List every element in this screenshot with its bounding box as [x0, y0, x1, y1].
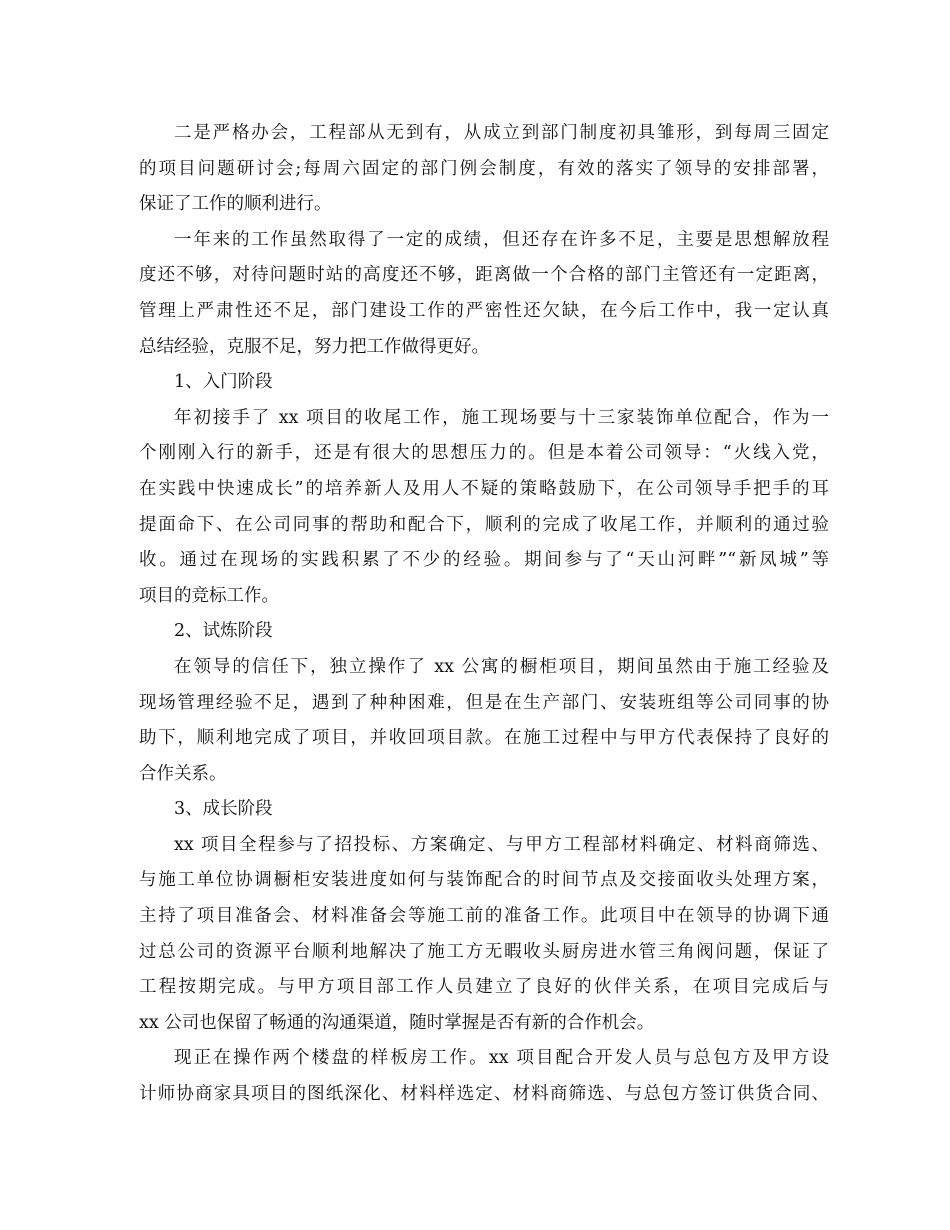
- paragraph-line: 在领导的信任下，独立操作了 xx 公寓的橱柜项目，期间虽然由于施工经验及: [174, 656, 829, 677]
- paragraph-line: 总结经验，克服不足，努力把工作做得更好。: [139, 336, 489, 357]
- paragraph-line: xx 项目全程参与了招投标、方案确定、与甲方工程部材料确定、材料商筛选、: [174, 834, 829, 855]
- paragraph-line: 计师协商家具项目的图纸深化、材料样选定、材料商筛选、与总包方签订供货合同、: [139, 1084, 829, 1105]
- paragraph-line: 现正在操作两个楼盘的样板房工作。xx 项目配合开发人员与总包方及甲方设: [174, 1048, 829, 1069]
- paragraph-line: xx 公司也保留了畅通的沟通渠道，随时掌握是否有新的合作机会。: [139, 1012, 655, 1033]
- paragraph-line: 一年来的工作虽然取得了一定的成绩，但还存在许多不足，主要是思想解放程: [174, 229, 829, 250]
- paragraph-line: 保证了工作的顺利进行。: [139, 194, 332, 215]
- paragraph-line: 个刚刚入行的新手，还是有很大的思想压力的。但是本着公司领导：“火线入党，: [139, 443, 829, 464]
- paragraph-line: 的项目问题研讨会;每周六固定的部门例会制度，有效的落实了领导的安排部署，: [139, 158, 829, 179]
- paragraph-line: 在实践中快速成长”的培养新人及用人不疑的策略鼓励下，在公司领导手把手的耳: [139, 478, 829, 499]
- paragraph-line: 度还不够，对待问题时站的高度还不够，距离做一个合格的部门主管还有一定距离，: [139, 265, 829, 286]
- paragraph-line: 助下，顺利地完成了项目，并收回项目款。在施工过程中与甲方代表保持了良好的: [139, 728, 829, 749]
- paragraph-line: 工程按期完成。与甲方项目部工作人员建立了良好的伙伴关系，在项目完成后与: [139, 977, 829, 998]
- paragraph-line: 项目的竞标工作。: [139, 585, 279, 606]
- paragraph-line: 与施工单位协调橱柜安装进度如何与装饰配合的时间节点及交接面收头处理方案，: [139, 870, 829, 891]
- section-heading: 2、试炼阶段: [174, 621, 273, 642]
- paragraph-line: 合作关系。: [139, 763, 227, 784]
- paragraph-line: 现场管理经验不足，遇到了种种困难，但是在生产部门、安装班组等公司同事的协: [139, 692, 829, 713]
- section-heading: 3、成长阶段: [174, 799, 273, 820]
- paragraph-line: 二是严格办会，工程部从无到有，从成立到部门制度初具雏形，到每周三固定: [174, 123, 829, 143]
- paragraph-line: 管理上严肃性还不足，部门建设工作的严密性还欠缺，在今后工作中，我一定认真: [139, 300, 829, 321]
- paragraph-line: 提面命下、在公司同事的帮助和配合下，顺利的完成了收尾工作，并顺利的通过验: [139, 514, 829, 535]
- paragraph-line: 过总公司的资源平台顺利地解决了施工方无暇收头厨房进水管三角阀问题，保证了: [139, 941, 829, 962]
- paragraph-line: 年初接手了 xx 项目的收尾工作，施工现场要与十三家装饰单位配合，作为一: [174, 407, 829, 428]
- section-heading: 1、入门阶段: [174, 372, 273, 393]
- paragraph-line: 收。通过在现场的实践积累了不少的经验。期间参与了“天山河畔”“新凤城”等: [139, 550, 829, 571]
- document-body: [139, 116, 829, 1113]
- paragraph-line: 主持了项目准备会、材料准备会等施工前的准备工作。此项目中在领导的协调下通: [139, 906, 829, 927]
